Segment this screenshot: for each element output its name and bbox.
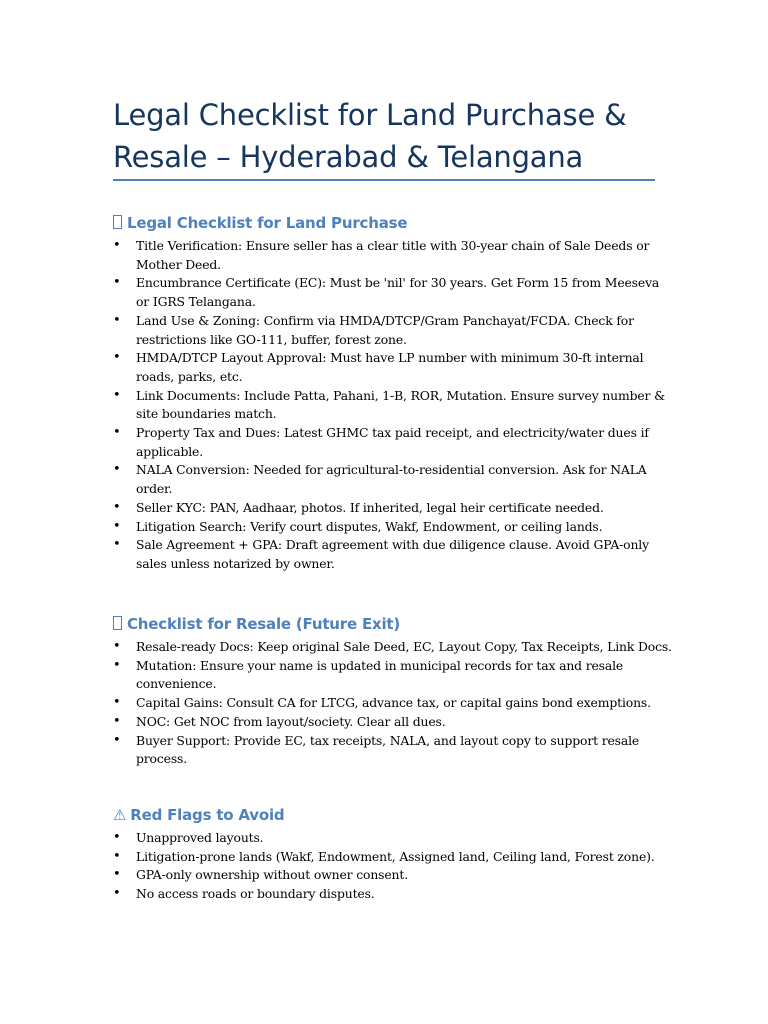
bullet-icon: • [113,425,121,441]
list-item [113,885,673,904]
list-item-text: NALA Conversion: Needed for agricultural-to-residential conversion. Ask for NALA order. [136,462,647,497]
bullet-icon: • [113,499,121,515]
list-item [113,638,673,657]
list-item-text: Buyer Support: Provide EC, tax receipts, NALA, and layout copy to support resale process. [136,732,640,767]
list-item [113,499,673,518]
list-item-text: Litigation-prone lands (Wakf, Endowment, Assigned land, Ceiling land, Forest zone). [136,848,655,864]
list-item [113,387,673,424]
list-item-text: Link Documents: Include Patta, Pahani, 1-B, ROR, Mutation. Ensure survey number & site boundaries match. [136,387,665,422]
bullet-icon: • [113,867,121,883]
list-item-text: Encumbrance Certificate (EC): Must be 'nil' for 30 years. Get Form 15 from Meeseva or IGRS Telangana. [136,275,660,310]
list-item [113,461,673,498]
bullet-icon: • [113,695,121,711]
section-heading [113,804,673,826]
list-item [113,866,673,885]
list-item-text: NOC: Get NOC from layout/society. Clear all dues. [136,713,446,729]
list-item [113,424,673,461]
checklist [113,237,673,574]
list-item [113,657,673,694]
checklist [113,638,673,769]
list-item-text: Capital Gains: Consult CA for LTCG, advance tax, or capital gains bond exemptions. [136,695,651,711]
list-item-text: No access roads or boundary disputes. [136,886,375,902]
list-item-text: GPA-only ownership without owner consent. [136,867,408,883]
list-item [113,536,673,573]
list-item [113,237,673,274]
bullet-icon: • [113,238,121,253]
title-underline [113,179,655,181]
box-placeholder-icon [113,616,122,630]
list-item-text: HMDA/DTCP Layout Approval: Must have LP number with minimum 30-ft internal roads, parks, etc. [136,350,644,384]
bullet-icon: • [113,275,121,291]
list-item [113,694,673,713]
section-heading [113,212,673,234]
bullet-icon: • [113,657,121,673]
list-item-text: Land Use & Zoning: Confirm via HMDA/DTCP/Gram Panchayat/FCDA. Check for restrictions like GO-111, buffer, forest zone. [136,312,634,347]
bullet-icon: • [113,350,121,366]
checklist [113,829,673,904]
bullet-icon: • [113,639,121,654]
list-item [113,848,673,867]
section-heading-text: Legal Checklist for Land Purchase [127,214,408,232]
list-item [113,713,673,732]
bullet-icon: • [113,713,121,729]
bullet-icon: • [113,312,121,328]
bullet-icon: • [113,537,121,553]
bullet-icon: • [113,886,121,902]
bullet-icon: • [113,387,121,403]
bullet-icon: • [113,830,121,845]
list-item-text: Resale-ready Docs: Keep original Sale Deed, EC, Layout Copy, Tax Receipts, Link Docs. [136,639,672,654]
list-item [113,312,673,349]
warning-icon: ⚠ [113,806,127,824]
list-item [113,829,673,848]
document-title: Legal Checklist for Land Purchase & Resale – Hyderabad & Telangana [113,98,627,174]
bullet-icon: • [113,732,121,748]
section-heading-text: Checklist for Resale (Future Exit) [127,615,401,633]
section-resale [113,613,673,769]
list-item-text: Seller KYC: PAN, Aadhaar, photos. If inherited, legal heir certificate needed. [136,499,604,515]
section-red-flags [113,804,673,904]
list-item [113,732,673,769]
bullet-icon: • [113,462,121,478]
list-item-text: Title Verification: Ensure seller has a clear title with 30-year chain of Sale Deeds or Mother Deed. [136,238,650,272]
list-item [113,349,673,386]
section-heading [113,613,673,635]
list-item-text: Property Tax and Dues: Latest GHMC tax paid receipt, and electricity/water dues if applicable. [136,425,649,459]
section-heading-text: Red Flags to Avoid [130,806,285,824]
list-item-text: Litigation Search: Verify court disputes, Wakf, Endowment, or ceiling lands. [136,518,603,534]
list-item [113,274,673,311]
list-item-text: Sale Agreement + GPA: Draft agreement with due diligence clause. Avoid GPA-only sales unless notarized by owner. [136,537,649,571]
list-item [113,518,673,537]
list-item-text: Mutation: Ensure your name is updated in municipal records for tax and resale convenience. [136,657,624,692]
section-land-purchase [113,212,673,574]
box-placeholder-icon [113,215,122,229]
list-item-text: Unapproved layouts. [136,830,264,845]
bullet-icon: • [113,848,121,864]
bullet-icon: • [113,518,121,534]
